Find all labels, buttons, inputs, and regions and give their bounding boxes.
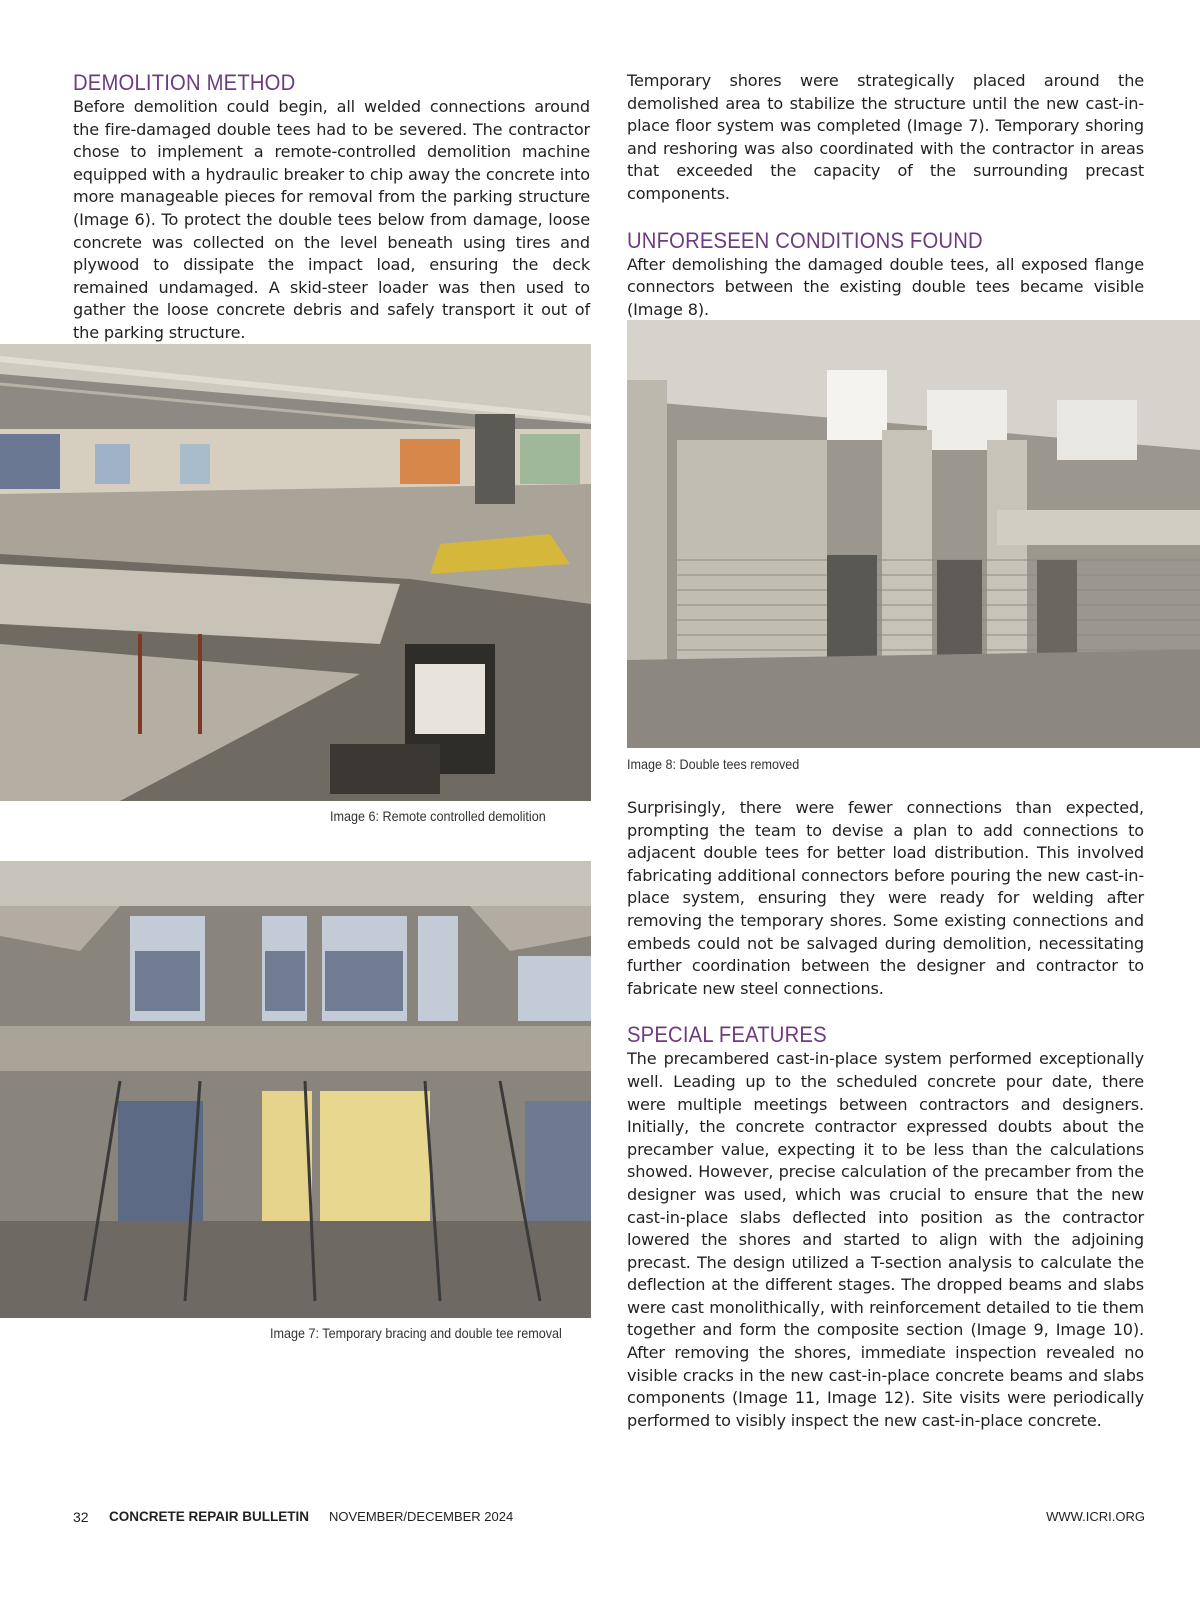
right-column-bottom [627, 797, 1144, 1432]
image-7-temporary-bracing-photo [0, 861, 591, 1318]
paragraph-fewer-connections: Surprisingly, there were fewer connections than expected, prompting the team to devise a plan to add connections to adjacent double tees for better load distribution. This involved fabricating additional connectors before pouring the new cast-in-place system, ensuring they were ready for welding after removing the temporary shores. Some existing connections and embeds could not be salvaged during demolition, necessitating further coordination between the designer and contractor to fabricate new steel connections. [627, 798, 1144, 998]
image-8-double-tees-removed-photo [627, 320, 1200, 748]
paragraph-unforeseen: After demolishing the damaged double tees, all exposed flange connectors between the existing double tees became visible (Image 8). [627, 254, 1144, 319]
website-link[interactable]: WWW.ICRI.ORG [1046, 1509, 1145, 1524]
publication-name: CONCRETE REPAIR BULLETIN [109, 1509, 310, 1524]
right-column-top [627, 70, 1144, 321]
paragraph-special-features: The precambered cast-in-place system performed exceptionally well. Leading up to the scheduled concrete pour date, there were multiple meetings between contractors and designers. Initially, the concrete contractor expressed doubts about the precamber value, expecting it to be less than the calculations showed. However, precise calculation of the precamber from the designer was used, which was crucial to ensure that the new cast-in-place slabs deflected into position as the contractor lowered the shores and started to align with the adjoining precast. The design utilized a T-section analysis to calculate the deflection at the different stages. The dropped beams and slabs were cast monolithically, with reinforcement detailed to tie them together and form the composite section (Image 9, Image 10). After removing the shores, immediate inspection revealed no visible cracks in the new cast-in-place concrete beams and slabs components (Image 11, Image 12). Site visits were periodically performed to visibly inspect the new cast-in-place concrete. [627, 1049, 1144, 1430]
image-7-caption: Image 7: Temporary bracing and double tee removal [270, 1325, 562, 1341]
paragraph-demolition: Before demolition could begin, all welded connections around the fire-damaged double tees had to be severed. The contractor chose to implement a remote-controlled demolition machine equipped with a hydraulic breaker to chip away the concrete into more manageable pieces for removal from the parking structure (Image 6). To protect the double tees below from damage, loose concrete was collected on the level beneath using tires and plywood to dissipate the impact load, ensuring the deck remained undamaged. A skid-steer loader was then used to gather the loose concrete debris and safely transport it out of the parking structure. [73, 97, 590, 342]
image-8-caption: Image 8: Double tees removed [627, 756, 800, 772]
heading-special-features: SPECIAL FEATURES [627, 1022, 827, 1048]
heading-unforeseen-conditions: UNFORESEEN CONDITIONS FOUND [627, 227, 983, 253]
heading-demolition-method: DEMOLITION METHOD [73, 70, 296, 95]
page-number: 32 [73, 1509, 89, 1525]
page-footer [73, 1509, 1145, 1529]
image-6-remote-demolition-photo [0, 344, 591, 801]
image-6-caption: Image 6: Remote controlled demolition [330, 808, 546, 824]
left-column [73, 70, 590, 345]
paragraph-shores: Temporary shores were strategically placed around the demolished area to stabilize the structure until the new cast-in-place floor system was completed (Image 7). Temporary shoring and reshoring was also coordinated with the contractor in areas that exceeded the capacity of the surrounding precast components. [627, 71, 1144, 203]
issue-date: NOVEMBER/DECEMBER 2024 [329, 1509, 514, 1524]
